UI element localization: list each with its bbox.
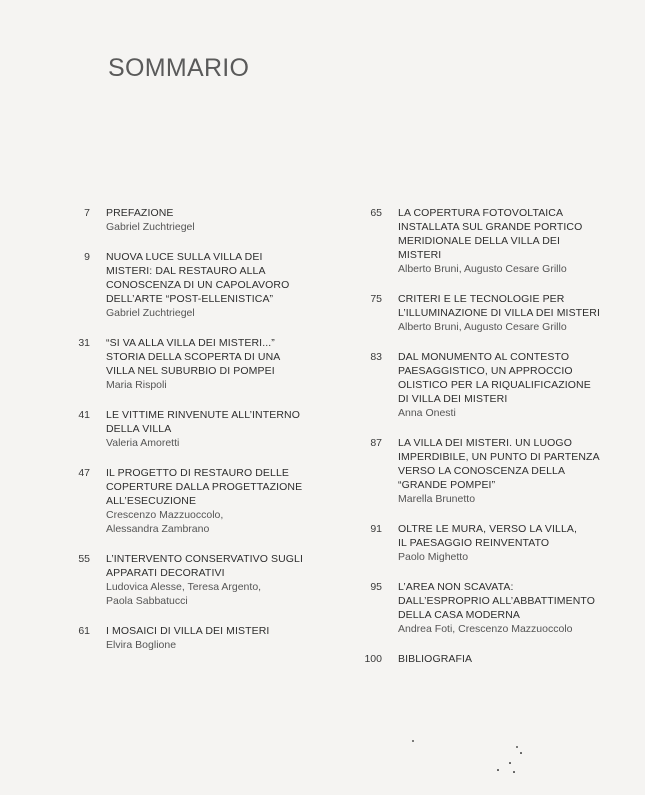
toc-entry-authors: Gabriel Zuchtriegel [106,221,195,233]
toc-page-number: 91 [370,523,382,535]
toc-entry [62,206,324,234]
toc-entry-authors: Crescenzo Mazzuoccolo, Alessandra Zambrano [106,509,224,535]
toc-column-left [62,206,324,668]
toc-page-number: 41 [78,409,90,421]
toc-entry [350,522,620,564]
toc-page-number: 61 [78,625,90,637]
toc-entry [62,466,324,536]
toc-entry-title: LA COPERTURA FOTOVOLTAICA INSTALLATA SUL GRANDE PORTICO MERIDIONALE DELLA VILLA DEI MISTERI [398,207,583,261]
toc-entry [350,206,620,276]
toc-entry-authors: Ludovica Alesse, Teresa Argento, Paola Sabbatucci [106,581,262,607]
print-speck [497,769,499,771]
print-speck [412,740,414,742]
print-speck [516,746,518,748]
toc-entry [350,580,620,636]
toc-entry-title: L’INTERVENTO CONSERVATIVO SUGLI APPARATI DECORATIVI [106,553,304,579]
toc-entry-title: IL PROGETTO DI RESTAURO DELLE COPERTURE DALLA PROGETTAZIONE ALL’ESECUZIONE [106,467,303,507]
toc-entry-title: NUOVA LUCE SULLA VILLA DEI MISTERI: DAL RESTAURO ALLA CONOSCENZA DI UN CAPOLAVORO DELL’ARTE “POST-ELLENISTICA” [106,251,290,305]
toc-entry [350,652,620,666]
toc-column-right [350,206,620,682]
toc-page-number: 100 [364,653,382,665]
print-speck [509,762,511,764]
toc-page-number: 55 [78,553,90,565]
toc-entry-title: “SI VA ALLA VILLA DEI MISTERI...” STORIA DELLA SCOPERTA DI UNA VILLA NEL SUBURBIO DI POMPEI [106,337,281,377]
toc-entry-authors: Alberto Bruni, Augusto Cesare Grillo [398,263,567,275]
toc-entry-authors: Alberto Bruni, Augusto Cesare Grillo [398,321,567,333]
toc-page-number: 75 [370,293,382,305]
toc-entry [62,250,324,320]
toc-entry-authors: Paolo Mighetto [398,551,469,563]
toc-entry-authors: Anna Onesti [398,407,456,419]
toc-entry-authors: Valeria Amoretti [106,437,180,449]
toc-entry-title: CRITERI E LE TECNOLOGIE PER L’ILLUMINAZIONE DI VILLA DEI MISTERI [398,293,600,319]
toc-entry [62,408,324,450]
toc-page-number: 7 [84,207,90,219]
print-speck [520,752,522,754]
toc-entry [350,292,620,334]
toc-entry-title: LA VILLA DEI MISTERI. UN LUOGO IMPERDIBILE, UN PUNTO DI PARTENZA VERSO LA CONOSCENZA DELLA “GRANDE POMPEI” [398,437,600,491]
toc-entry-title: PREFAZIONE [106,207,174,219]
toc-entry [350,436,620,506]
toc-entry-title: DAL MONUMENTO AL CONTESTO PAESAGGISTICO, UN APPROCCIO OLISTICO PER LA RIQUALIFICAZIONE DI VILLA DEI MISTERI [398,351,591,405]
toc-entry-authors: Gabriel Zuchtriegel [106,307,195,319]
toc-entry-title: OLTRE LE MURA, VERSO LA VILLA, IL PAESAGGIO REINVENTATO [398,523,578,549]
toc-entry [62,624,324,652]
toc-entry-authors: Elvira Boglione [106,639,177,651]
toc-entry [62,552,324,608]
toc-page-number: 31 [78,337,90,349]
page-title: SOMMARIO [108,54,250,82]
toc-page-number: 83 [370,351,382,363]
print-speck [513,771,515,773]
toc-page-number: 9 [84,251,90,263]
toc-page-number: 95 [370,581,382,593]
toc-entry-title: I MOSAICI DI VILLA DEI MISTERI [106,625,270,637]
toc-entry-authors: Andrea Foti, Crescenzo Mazzuoccolo [398,623,573,635]
toc-page-number: 87 [370,437,382,449]
toc-entry-title: LE VITTIME RINVENUTE ALL’INTERNO DELLA VILLA [106,409,300,435]
toc-entry [62,336,324,392]
toc-entry-authors: Maria Rispoli [106,379,167,391]
toc-page-number: 47 [78,467,90,479]
toc-entry-authors: Marella Brunetto [398,493,476,505]
toc-entry-title: BIBLIOGRAFIA [398,653,473,665]
toc-entry [350,350,620,420]
toc-entry-title: L’AREA NON SCAVATA: DALL’ESPROPRIO ALL’ABBATTIMENTO DELLA CASA MODERNA [398,581,596,621]
toc-page-number: 65 [370,207,382,219]
